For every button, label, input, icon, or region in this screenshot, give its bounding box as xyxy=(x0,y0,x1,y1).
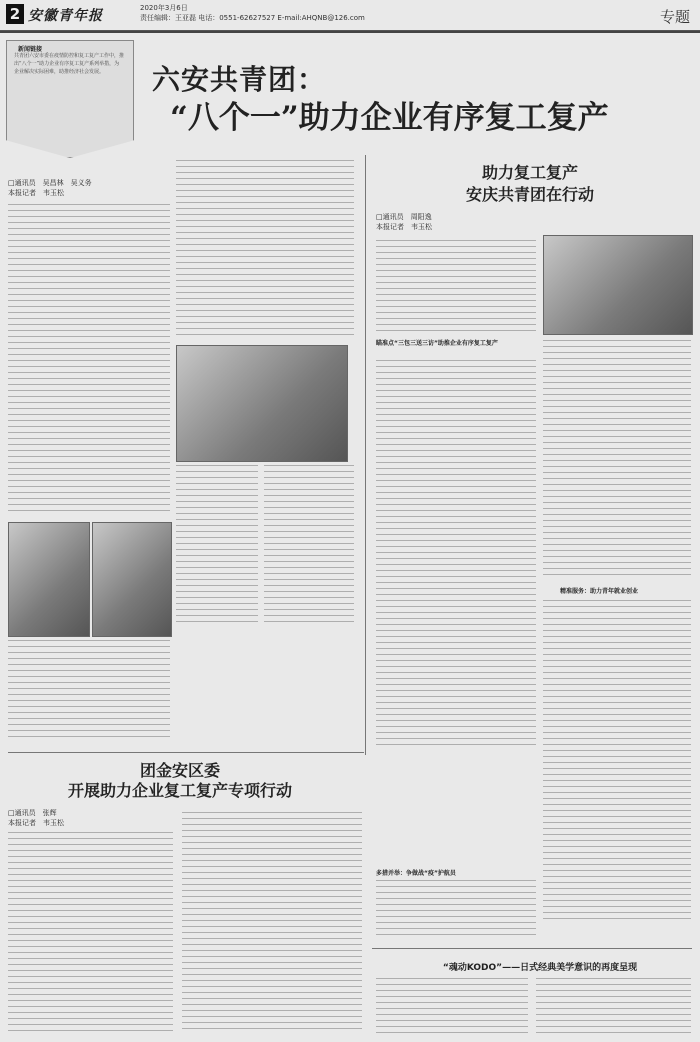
side-subhead-2: 多措并举：争做战“疫”护航员 xyxy=(376,870,456,877)
bottom-article-rule xyxy=(8,752,364,753)
side-byline xyxy=(376,212,432,232)
section-label: 专题 xyxy=(659,8,690,26)
newspaper-name: 安徽青年报 xyxy=(28,8,103,24)
main-byline xyxy=(8,178,92,198)
side-subhead-1: 瞄准点“三包三送三访”助推企业有序复工复产 xyxy=(376,340,498,347)
issue-date: 2020年3月6日 xyxy=(140,4,188,12)
issue-meta xyxy=(140,3,365,23)
bottom-byline-correspondent: □通讯员 张辉 xyxy=(8,809,57,817)
main-byline-correspondents: □通讯员 吴昌林 吴义务 xyxy=(8,179,92,187)
photo-volunteer-1 xyxy=(8,522,90,637)
ad-rule xyxy=(372,948,692,949)
photo-volunteer-2 xyxy=(92,522,172,637)
bottom-headline-line2: 开展助力企业复工复产专项行动 xyxy=(67,781,292,800)
news-link-label: 新闻链接 xyxy=(18,46,43,53)
ad-body-col1 xyxy=(376,978,528,1036)
side-byline-reporter: 本报记者 韦玉松 xyxy=(376,223,432,231)
side-byline-correspondent: □通讯员 周阳逸 xyxy=(376,213,432,221)
main-article-body-col1 xyxy=(8,204,170,516)
bottom-headline-line1: 团金安区委 xyxy=(139,761,220,780)
side-article-body-col2 xyxy=(543,340,691,580)
ad-headline: “魂动KODO”——日式经典美学意识的再度呈现 xyxy=(442,963,638,973)
photo-youth-visit xyxy=(176,345,348,462)
main-headline-line1: 六安共青团： xyxy=(152,63,327,96)
side-article-body-col4 xyxy=(376,880,536,940)
page-number: 2 xyxy=(6,4,24,24)
main-article-body-col2 xyxy=(176,160,354,340)
ad-body-col2 xyxy=(536,978,691,1036)
bottom-byline-reporter: 本报记者 韦玉松 xyxy=(8,819,64,827)
column-divider xyxy=(365,155,366,755)
masthead-rule xyxy=(0,31,700,33)
side-article-body-col3 xyxy=(543,600,691,920)
photo-anqing-service xyxy=(543,235,693,335)
editor-contact: 责任编辑：王亚磊 电话：0551-62627527 E-mail:AHQNB@126.com xyxy=(140,14,365,22)
news-link-text: 共青团六安市委在疫情防控和复工复产工作中，推出“八个一”助力企业有序复工复产系列举措，为企业解决实际困难，助推经济社会发展。 xyxy=(14,53,125,75)
main-article-body-col5 xyxy=(8,640,170,740)
bottom-byline xyxy=(8,808,64,828)
main-headline-line2: “八个一”助力企业有序复工复产 xyxy=(170,100,609,136)
side-subhead-3: 精准服务：助力青年就业创业 xyxy=(560,588,639,595)
main-article-body-col3 xyxy=(176,465,258,623)
bottom-article-body-col1 xyxy=(8,832,173,1032)
side-headline-line1: 助力复工复产 xyxy=(481,163,578,182)
side-article-body-col1 xyxy=(376,360,536,750)
bottom-article-body-col2 xyxy=(182,812,362,1032)
main-byline-reporter: 本报记者 韦玉松 xyxy=(8,189,64,197)
side-article-intro xyxy=(376,240,536,332)
side-headline-line2: 安庆共青团在行动 xyxy=(465,185,594,204)
main-article-body-col4 xyxy=(264,465,354,623)
